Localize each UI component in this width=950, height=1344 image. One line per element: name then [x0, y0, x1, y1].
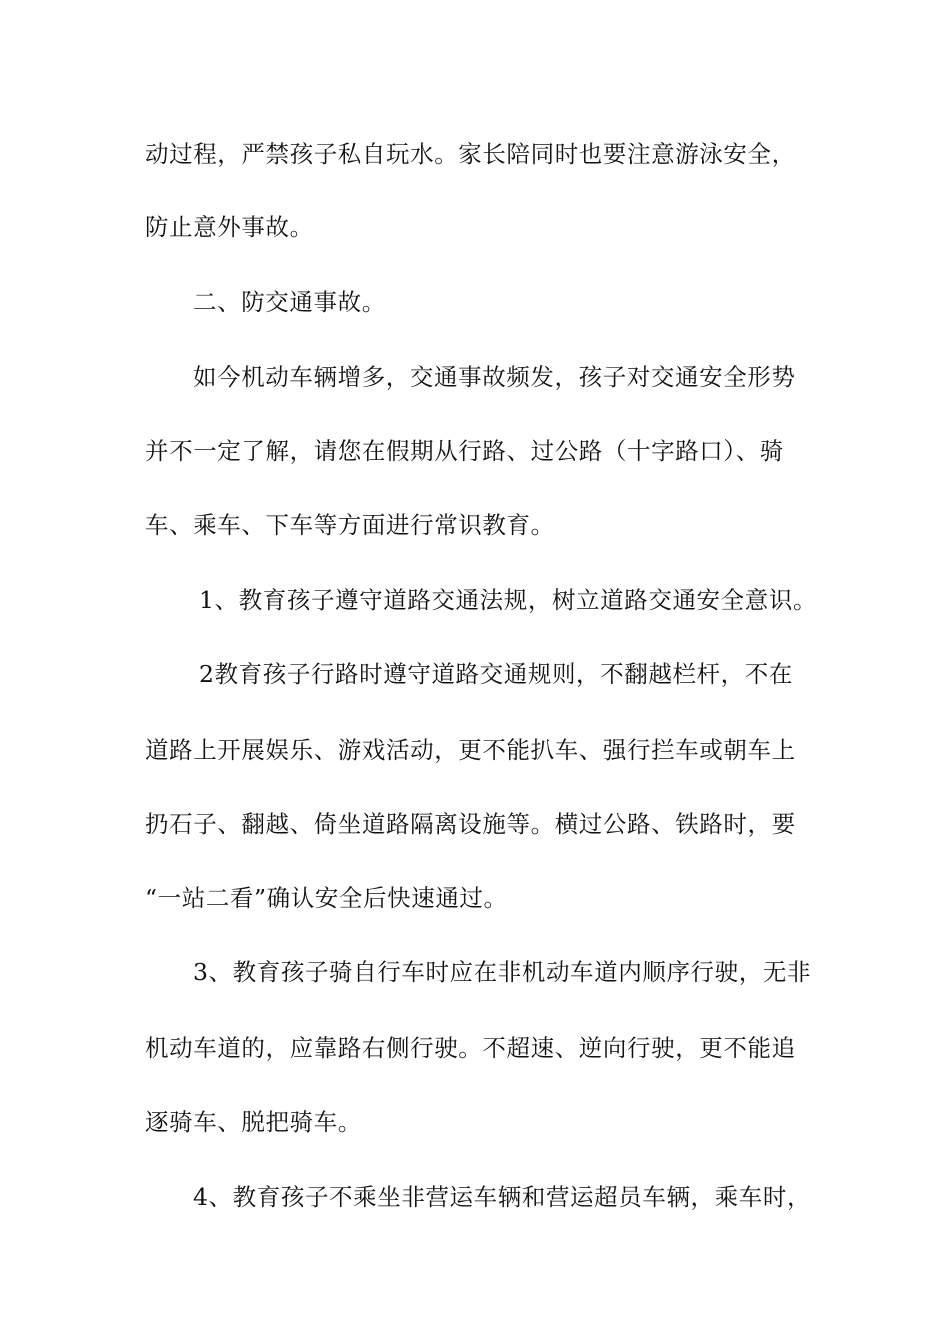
list-item: 3、教育孩子骑自行车时应在非机动车道内顺序行驶，无非 [193, 958, 812, 986]
list-item: 2教育孩子行路时遵守道路交通规则，不翻越栏杆，不在 [199, 660, 793, 688]
text-line: 动过程，严禁孩子私自玩水。家长陪同时也要注意游泳安全， [145, 140, 796, 168]
text-line: 并不一定了解，请您在假期从行路、过公路（十字路口）、骑 [145, 437, 784, 465]
text-line: “一站二看”确认安全后快速通过。 [145, 884, 508, 912]
text-line: 逐骑车、脱把骑车。 [145, 1108, 362, 1136]
text-line: 如今机动车辆增多，交通事故频发，孩子对交通安全形势 [193, 363, 796, 391]
list-item: 1、教育孩子遵守道路交通法规，树立道路交通安全意识。 [199, 586, 818, 614]
text-line: 扔石子、翻越、倚坐道路隔离设施等。横过公路、铁路时，要 [145, 810, 796, 838]
text-line: 道路上开展娱乐、游戏活动，更不能扒车、强行拦车或朝车上 [145, 736, 796, 764]
list-item: 4、教育孩子不乘坐非营运车辆和营运超员车辆，乘车时， [193, 1183, 812, 1211]
text-line: 机动车道的，应靠路右侧行驶。不超速、逆向行驶，更不能追 [145, 1034, 796, 1062]
text-line: 防止意外事故。 [145, 213, 314, 241]
text-line: 车、乘车、下车等方面进行常识教育。 [145, 511, 555, 539]
section-heading: 二、防交通事故。 [193, 288, 386, 316]
